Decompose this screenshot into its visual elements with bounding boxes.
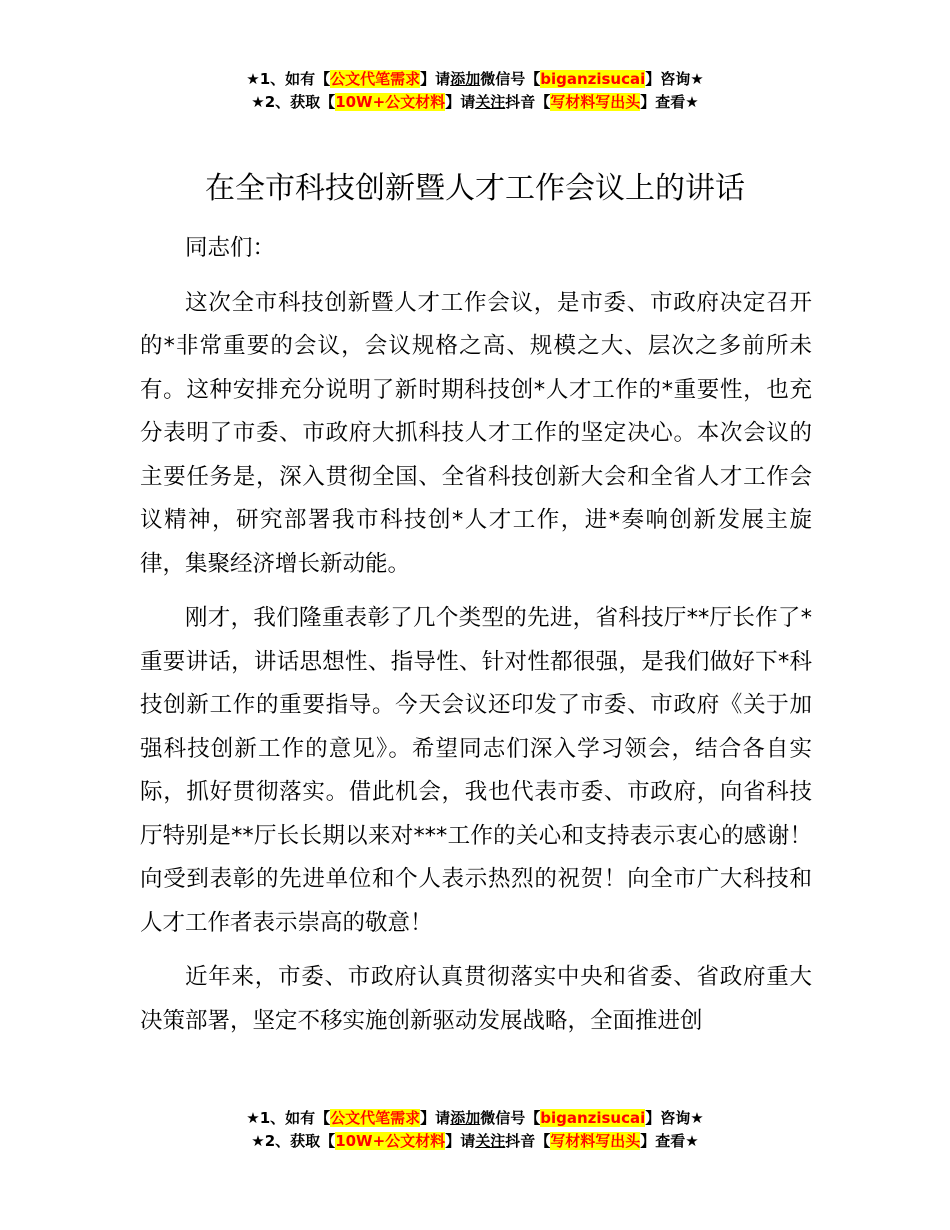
header-banner [0,68,950,114]
banner-text: ★1、如有【 [246,70,331,88]
banner-text: 】查看★ [640,1132,699,1150]
banner-wechat-id: biganzisucai [540,70,646,88]
banner-douyin-name: 写材料写出头 [550,93,641,111]
greeting: 同志们： [185,235,276,261]
footer-banner [0,1107,950,1153]
banner-text: ★1、如有【 [246,1109,331,1127]
banner-underlined: 添加 [450,70,481,88]
banner-text: 】请 [420,1109,451,1127]
paragraph-1: 这次全市科技创新暨人才工作会议，是市委、市政府决定召开的*非常重要的会议，会议规格之高、规模之大、层次之多前所未有。这种安排充分说明了新时期科技创*人才工作的*重要性，也充分表明了市委、市政府大抓科技人才工作的坚定决心。本次会议的主要任务是，深入贯彻全国、全省科技创新大会和全省人才工作会议精神，研究部署我市科技创*人才工作，进*奏响创新发展主旋律，集聚经济增长新动能。 [140,289,812,577]
banner-highlight: 10W+公文材料 [335,1132,446,1150]
paragraph-2: 刚才，我们隆重表彰了几个类型的先进，省科技厅**厅长作了*重要讲话，讲话思想性、指导性、针对性都很强，是我们做好下*科技创新工作的重要指导。今天会议还印发了市委、市政府《关于加强科技创新工作的意见》。希望同志们深入学习领会，结合各自实际，抓好贯彻落实。借此机会，我也代表市委、市政府，向省科技厅特别是**厅长长期以来对***工作的关心和支持表示衷心的感谢！向受到表彰的先进单位和个人表示热烈的祝贺！向全市广大科技和人才工作者表示崇高的敬意！ [140,605,812,936]
paragraph-3: 近年来，市委、市政府认真贯彻落实中央和省委、省政府重大决策部署，坚定不移实施创新驱动发展战略，全面推进创 [140,964,812,1034]
banner-text: 】查看★ [640,93,699,111]
banner-highlight: 公文代笔需求 [330,70,421,88]
banner-text: ★2、获取【 [251,93,336,111]
document-body [140,227,812,1043]
banner-text: 抖音【 [505,1132,551,1150]
banner-text: 】请 [420,70,451,88]
banner-underlined: 关注 [475,93,506,111]
banner-text: ★2、获取【 [251,1132,336,1150]
banner-text: 】请 [445,1132,476,1150]
banner-highlight: 公文代笔需求 [330,1109,421,1127]
banner-line-2 [0,1130,950,1153]
banner-highlight: 10W+公文材料 [335,93,446,111]
banner-wechat-id: biganzisucai [540,1109,646,1127]
document-title: 在全市科技创新暨人才工作会议上的讲话 [205,171,745,206]
banner-underlined: 添加 [450,1109,481,1127]
banner-text: 】请 [445,93,476,111]
banner-line-1 [0,68,950,91]
banner-line-1 [0,1107,950,1130]
banner-line-2 [0,91,950,114]
banner-text: 微信号【 [480,1109,541,1127]
banner-text: 】咨询★ [645,70,704,88]
banner-text: 微信号【 [480,70,541,88]
banner-text: 抖音【 [505,93,551,111]
banner-text: 】咨询★ [645,1109,704,1127]
banner-douyin-name: 写材料写出头 [550,1132,641,1150]
banner-underlined: 关注 [475,1132,506,1150]
